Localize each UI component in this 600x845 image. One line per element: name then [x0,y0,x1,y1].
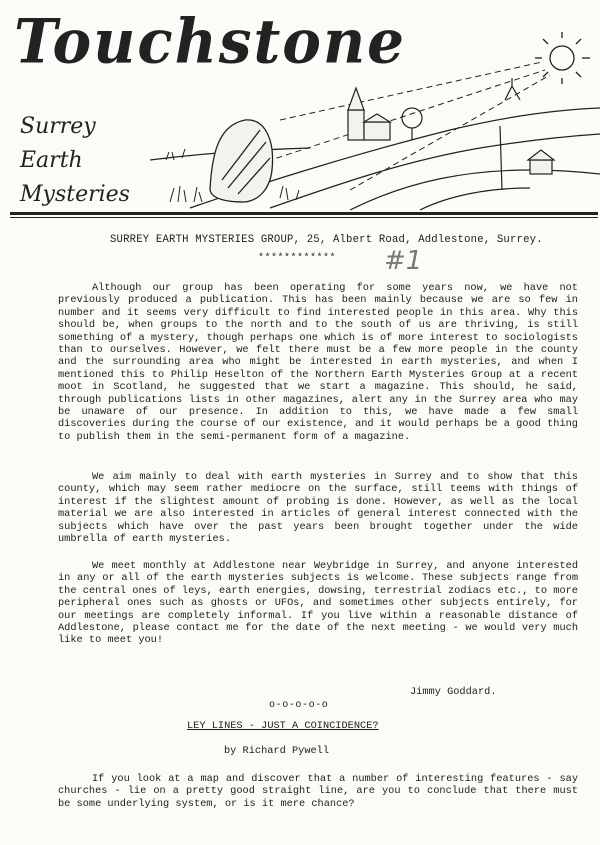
masthead-subtitle-earth: Earth [20,148,83,173]
tree-icon [402,108,422,140]
cottage-icon [528,150,554,174]
group-address: SURREY EARTH MYSTERIES GROUP, 25, Albert Road, Addlestone, Surrey. [110,234,543,246]
signature: Jimmy Goddard. [410,686,497,698]
stars-divider: ************ [258,253,337,264]
intro-paragraph-1: Although our group has been operating for some years now, we have not previously produced a publication. This has been mainly because we are so few in number and it seems very difficult to find interested people in this area. Why this should be, when groups to the north and to the south of us are thriving, is still something of a mystery, though perhaps one which is of more interest to sociologists than to ourselves. However, we felt there must be a few more people in the county and the surrounding area who might be interested in earth mysteries, and when I mentioned this to Philip Heselton of the Northern Earth Mysteries Group at a recent moot in Scotland, he suggested that we start a magazine. This should, he said, through publications lists in other magazines, alert any in the Surrey area who may be unaware of our presence. In addition to this, we have made a few small discoveries during the course of our existence, and it would perhaps be a good thing to publish them in the semi-permanent form of a magazine. [58,282,578,443]
standing-stone-icon [210,120,273,202]
masthead-rule [10,212,598,215]
intro-paragraph-3: We meet monthly at Addlestone near Weybridge in Surrey, and anyone interested in any or all of the earth mysteries subjects is welcome. These subjects range from the central ones of leys, earth energies, dowsing, terrestrial zodiacs etc., to more peripheral ones such as ghosts or UFOs, and sometimes other subjects entirely, for our meetings are completely informal. If you live within a reasonable distance of Addlestone, please contact me for the date of the next meeting - we would very much like to meet you! [58,560,578,647]
masthead-title: Touchstone [14,6,407,78]
landscape-illustration [150,30,600,220]
article-intro-paragraph: If you look at a map and discover that a number of interesting features - say churches - lie on a pretty good straight line, are you to conclude that there must be some underlying system, or is it mere chance? [58,773,578,810]
sun-icon [535,32,590,84]
masthead [0,0,600,222]
issue-number-handwritten: #1 [384,246,423,276]
masthead-subtitle-surrey: Surrey [20,114,96,139]
article-title: LEY LINES - JUST A COINCIDENCE? [187,720,379,732]
masthead-rule-thin [10,217,598,218]
hilltop-cairn-icon [505,78,520,100]
article-byline: by Richard Pywell [224,745,330,757]
section-divider: o-o-o-o-o [269,700,329,711]
church-icon [348,88,390,140]
masthead-subtitle-mysteries: Mysteries [20,182,130,207]
intro-paragraph-2: We aim mainly to deal with earth mysteries in Surrey and to show that this county, which may seem rather mediocre on the surface, still teems with things of interest if the slightest amount of probing is done. However, as well as the local material we are also interested in articles of general interest connected with the subjects which have over the past years been brought together under the wide umbrella of earth mysteries. [58,471,578,546]
